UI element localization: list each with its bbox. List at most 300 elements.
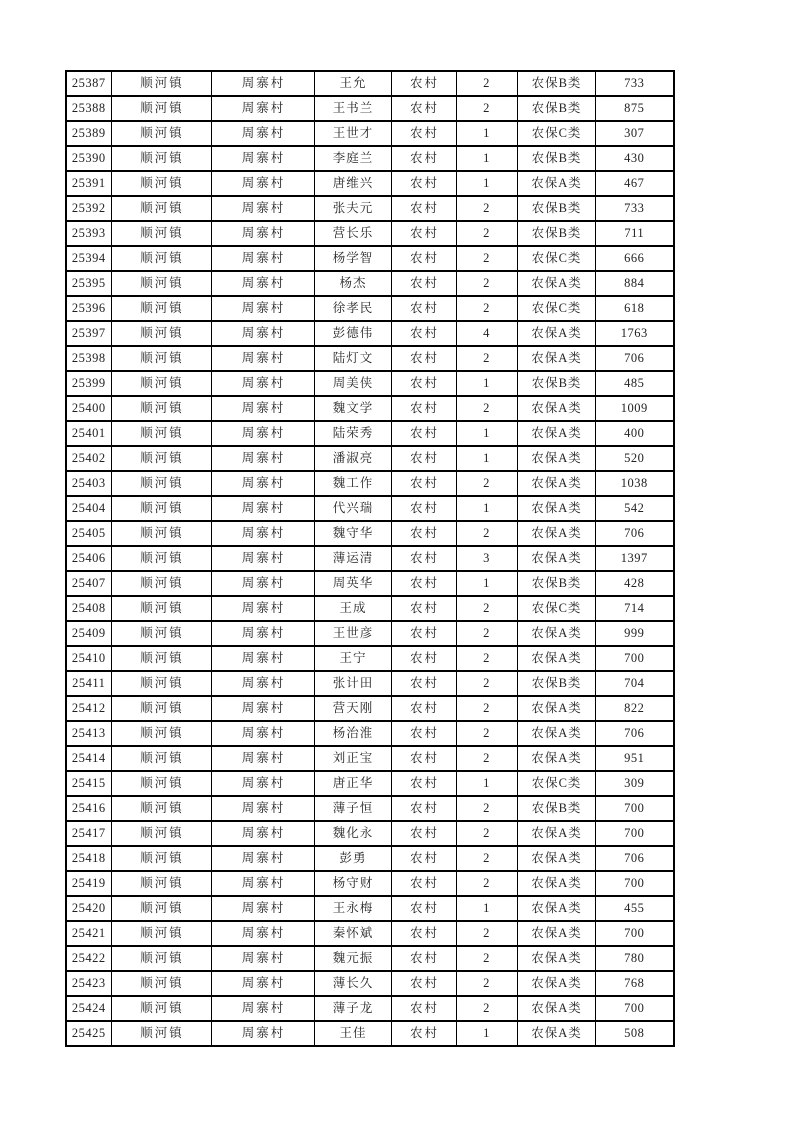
cell-insurance-type: 农保A类 bbox=[517, 971, 595, 996]
table-row bbox=[66, 496, 674, 521]
cell-insurance-type: 农保A类 bbox=[517, 346, 595, 371]
cell-village: 周寨村 bbox=[211, 621, 314, 646]
cell-town: 顺河镇 bbox=[111, 271, 211, 296]
cell-village: 周寨村 bbox=[211, 671, 314, 696]
cell-insurance-type: 农保A类 bbox=[517, 721, 595, 746]
cell-person-name: 王书兰 bbox=[314, 96, 391, 121]
cell-person-count: 1 bbox=[456, 146, 517, 171]
cell-village: 周寨村 bbox=[211, 571, 314, 596]
cell-category: 农村 bbox=[391, 296, 456, 321]
table-row bbox=[66, 946, 674, 971]
cell-insurance-type: 农保A类 bbox=[517, 446, 595, 471]
cell-insurance-type: 农保A类 bbox=[517, 1021, 595, 1046]
cell-town: 顺河镇 bbox=[111, 721, 211, 746]
table-row bbox=[66, 546, 674, 571]
cell-record-id: 25409 bbox=[66, 621, 111, 646]
cell-person-name: 唐维兴 bbox=[314, 171, 391, 196]
table-row bbox=[66, 1021, 674, 1046]
cell-town: 顺河镇 bbox=[111, 1021, 211, 1046]
cell-town: 顺河镇 bbox=[111, 846, 211, 871]
cell-record-id: 25391 bbox=[66, 171, 111, 196]
cell-category: 农村 bbox=[391, 146, 456, 171]
cell-person-name: 薄运清 bbox=[314, 546, 391, 571]
cell-category: 农村 bbox=[391, 171, 456, 196]
cell-person-count: 2 bbox=[456, 996, 517, 1021]
cell-village: 周寨村 bbox=[211, 396, 314, 421]
cell-town: 顺河镇 bbox=[111, 196, 211, 221]
cell-person-count: 1 bbox=[456, 121, 517, 146]
cell-record-id: 25400 bbox=[66, 396, 111, 421]
cell-category: 农村 bbox=[391, 696, 456, 721]
cell-insurance-type: 农保A类 bbox=[517, 921, 595, 946]
cell-amount: 485 bbox=[595, 371, 674, 396]
cell-village: 周寨村 bbox=[211, 746, 314, 771]
table-row bbox=[66, 421, 674, 446]
cell-category: 农村 bbox=[391, 471, 456, 496]
table-row bbox=[66, 121, 674, 146]
cell-village: 周寨村 bbox=[211, 646, 314, 671]
cell-amount: 733 bbox=[595, 196, 674, 221]
table-row bbox=[66, 346, 674, 371]
cell-person-count: 2 bbox=[456, 271, 517, 296]
cell-amount: 714 bbox=[595, 596, 674, 621]
cell-village: 周寨村 bbox=[211, 1021, 314, 1046]
cell-town: 顺河镇 bbox=[111, 471, 211, 496]
cell-town: 顺河镇 bbox=[111, 921, 211, 946]
cell-insurance-type: 农保A类 bbox=[517, 396, 595, 421]
cell-insurance-type: 农保A类 bbox=[517, 821, 595, 846]
cell-record-id: 25395 bbox=[66, 271, 111, 296]
cell-person-count: 2 bbox=[456, 746, 517, 771]
cell-insurance-type: 农保B类 bbox=[517, 71, 595, 96]
cell-person-count: 1 bbox=[456, 421, 517, 446]
cell-amount: 822 bbox=[595, 696, 674, 721]
cell-record-id: 25403 bbox=[66, 471, 111, 496]
cell-person-name: 杨杰 bbox=[314, 271, 391, 296]
cell-amount: 706 bbox=[595, 846, 674, 871]
cell-person-name: 营长乐 bbox=[314, 221, 391, 246]
cell-person-name: 杨治淮 bbox=[314, 721, 391, 746]
cell-record-id: 25393 bbox=[66, 221, 111, 246]
cell-person-name: 薄子龙 bbox=[314, 996, 391, 1021]
table-row bbox=[66, 321, 674, 346]
cell-category: 农村 bbox=[391, 746, 456, 771]
cell-village: 周寨村 bbox=[211, 921, 314, 946]
cell-record-id: 25407 bbox=[66, 571, 111, 596]
cell-amount: 884 bbox=[595, 271, 674, 296]
cell-town: 顺河镇 bbox=[111, 746, 211, 771]
cell-category: 农村 bbox=[391, 246, 456, 271]
cell-amount: 307 bbox=[595, 121, 674, 146]
cell-person-count: 2 bbox=[456, 246, 517, 271]
table-row bbox=[66, 571, 674, 596]
cell-record-id: 25394 bbox=[66, 246, 111, 271]
cell-town: 顺河镇 bbox=[111, 771, 211, 796]
cell-person-name: 魏化永 bbox=[314, 821, 391, 846]
cell-category: 农村 bbox=[391, 271, 456, 296]
cell-village: 周寨村 bbox=[211, 96, 314, 121]
cell-village: 周寨村 bbox=[211, 896, 314, 921]
cell-record-id: 25397 bbox=[66, 321, 111, 346]
cell-town: 顺河镇 bbox=[111, 621, 211, 646]
cell-village: 周寨村 bbox=[211, 221, 314, 246]
cell-town: 顺河镇 bbox=[111, 171, 211, 196]
cell-village: 周寨村 bbox=[211, 796, 314, 821]
cell-town: 顺河镇 bbox=[111, 71, 211, 96]
cell-town: 顺河镇 bbox=[111, 421, 211, 446]
cell-person-name: 王世才 bbox=[314, 121, 391, 146]
cell-insurance-type: 农保A类 bbox=[517, 646, 595, 671]
cell-person-name: 徐孝民 bbox=[314, 296, 391, 321]
cell-person-name: 潘淑亮 bbox=[314, 446, 391, 471]
cell-record-id: 25405 bbox=[66, 521, 111, 546]
cell-person-name: 李庭兰 bbox=[314, 146, 391, 171]
cell-person-count: 2 bbox=[456, 396, 517, 421]
cell-category: 农村 bbox=[391, 896, 456, 921]
table-row bbox=[66, 246, 674, 271]
cell-person-count: 2 bbox=[456, 946, 517, 971]
cell-category: 农村 bbox=[391, 121, 456, 146]
cell-category: 农村 bbox=[391, 571, 456, 596]
cell-record-id: 25420 bbox=[66, 896, 111, 921]
cell-town: 顺河镇 bbox=[111, 396, 211, 421]
cell-category: 农村 bbox=[391, 71, 456, 96]
cell-amount: 700 bbox=[595, 871, 674, 896]
cell-amount: 704 bbox=[595, 671, 674, 696]
cell-person-count: 2 bbox=[456, 96, 517, 121]
cell-person-name: 陆灯文 bbox=[314, 346, 391, 371]
cell-amount: 430 bbox=[595, 146, 674, 171]
cell-category: 农村 bbox=[391, 646, 456, 671]
cell-insurance-type: 农保B类 bbox=[517, 571, 595, 596]
cell-amount: 508 bbox=[595, 1021, 674, 1046]
cell-town: 顺河镇 bbox=[111, 596, 211, 621]
cell-village: 周寨村 bbox=[211, 696, 314, 721]
cell-category: 农村 bbox=[391, 846, 456, 871]
cell-record-id: 25399 bbox=[66, 371, 111, 396]
cell-person-count: 2 bbox=[456, 671, 517, 696]
cell-town: 顺河镇 bbox=[111, 571, 211, 596]
cell-amount: 1009 bbox=[595, 396, 674, 421]
cell-amount: 700 bbox=[595, 796, 674, 821]
cell-person-count: 4 bbox=[456, 321, 517, 346]
table-row bbox=[66, 846, 674, 871]
cell-village: 周寨村 bbox=[211, 946, 314, 971]
cell-record-id: 25389 bbox=[66, 121, 111, 146]
cell-person-count: 1 bbox=[456, 171, 517, 196]
cell-record-id: 25416 bbox=[66, 796, 111, 821]
table-row bbox=[66, 796, 674, 821]
cell-person-name: 张夫元 bbox=[314, 196, 391, 221]
cell-town: 顺河镇 bbox=[111, 546, 211, 571]
table-row bbox=[66, 696, 674, 721]
cell-amount: 618 bbox=[595, 296, 674, 321]
cell-category: 农村 bbox=[391, 446, 456, 471]
cell-person-count: 1 bbox=[456, 771, 517, 796]
cell-person-count: 1 bbox=[456, 496, 517, 521]
cell-person-name: 周美侠 bbox=[314, 371, 391, 396]
cell-category: 农村 bbox=[391, 96, 456, 121]
cell-village: 周寨村 bbox=[211, 996, 314, 1021]
cell-person-count: 2 bbox=[456, 296, 517, 321]
cell-town: 顺河镇 bbox=[111, 671, 211, 696]
cell-record-id: 25398 bbox=[66, 346, 111, 371]
cell-category: 农村 bbox=[391, 921, 456, 946]
cell-town: 顺河镇 bbox=[111, 646, 211, 671]
table-row bbox=[66, 771, 674, 796]
cell-category: 农村 bbox=[391, 371, 456, 396]
cell-category: 农村 bbox=[391, 871, 456, 896]
cell-insurance-type: 农保A类 bbox=[517, 896, 595, 921]
table-row bbox=[66, 296, 674, 321]
cell-village: 周寨村 bbox=[211, 546, 314, 571]
cell-village: 周寨村 bbox=[211, 721, 314, 746]
cell-record-id: 25411 bbox=[66, 671, 111, 696]
cell-town: 顺河镇 bbox=[111, 996, 211, 1021]
cell-insurance-type: 农保A类 bbox=[517, 946, 595, 971]
cell-person-name: 唐正华 bbox=[314, 771, 391, 796]
cell-town: 顺河镇 bbox=[111, 821, 211, 846]
cell-amount: 700 bbox=[595, 921, 674, 946]
table-row bbox=[66, 621, 674, 646]
cell-person-name: 张计田 bbox=[314, 671, 391, 696]
cell-amount: 400 bbox=[595, 421, 674, 446]
table-row bbox=[66, 671, 674, 696]
cell-person-count: 3 bbox=[456, 546, 517, 571]
cell-amount: 428 bbox=[595, 571, 674, 596]
cell-amount: 951 bbox=[595, 746, 674, 771]
cell-insurance-type: 农保A类 bbox=[517, 271, 595, 296]
cell-person-count: 2 bbox=[456, 921, 517, 946]
table-row bbox=[66, 371, 674, 396]
cell-person-count: 2 bbox=[456, 871, 517, 896]
cell-village: 周寨村 bbox=[211, 596, 314, 621]
cell-insurance-type: 农保B类 bbox=[517, 371, 595, 396]
cell-person-count: 2 bbox=[456, 646, 517, 671]
cell-person-count: 2 bbox=[456, 796, 517, 821]
table-row bbox=[66, 821, 674, 846]
cell-category: 农村 bbox=[391, 996, 456, 1021]
cell-town: 顺河镇 bbox=[111, 521, 211, 546]
cell-record-id: 25404 bbox=[66, 496, 111, 521]
cell-amount: 706 bbox=[595, 721, 674, 746]
cell-category: 农村 bbox=[391, 796, 456, 821]
cell-person-name: 魏文学 bbox=[314, 396, 391, 421]
table-row bbox=[66, 446, 674, 471]
cell-person-name: 刘正宝 bbox=[314, 746, 391, 771]
cell-record-id: 25419 bbox=[66, 871, 111, 896]
cell-insurance-type: 农保A类 bbox=[517, 746, 595, 771]
cell-person-name: 彭勇 bbox=[314, 846, 391, 871]
cell-person-name: 薄长久 bbox=[314, 971, 391, 996]
table-row bbox=[66, 646, 674, 671]
cell-village: 周寨村 bbox=[211, 871, 314, 896]
cell-town: 顺河镇 bbox=[111, 321, 211, 346]
table-row bbox=[66, 896, 674, 921]
cell-person-name: 王宁 bbox=[314, 646, 391, 671]
cell-record-id: 25424 bbox=[66, 996, 111, 1021]
cell-village: 周寨村 bbox=[211, 71, 314, 96]
cell-person-count: 2 bbox=[456, 596, 517, 621]
cell-person-name: 代兴瑞 bbox=[314, 496, 391, 521]
cell-insurance-type: 农保A类 bbox=[517, 421, 595, 446]
cell-category: 农村 bbox=[391, 221, 456, 246]
cell-person-count: 1 bbox=[456, 1021, 517, 1046]
cell-insurance-type: 农保A类 bbox=[517, 696, 595, 721]
cell-village: 周寨村 bbox=[211, 521, 314, 546]
cell-amount: 467 bbox=[595, 171, 674, 196]
cell-village: 周寨村 bbox=[211, 496, 314, 521]
table-row bbox=[66, 921, 674, 946]
cell-amount: 1397 bbox=[595, 546, 674, 571]
table-row bbox=[66, 196, 674, 221]
cell-person-count: 1 bbox=[456, 446, 517, 471]
cell-amount: 542 bbox=[595, 496, 674, 521]
table-row bbox=[66, 96, 674, 121]
cell-town: 顺河镇 bbox=[111, 496, 211, 521]
cell-village: 周寨村 bbox=[211, 296, 314, 321]
cell-person-count: 2 bbox=[456, 621, 517, 646]
cell-insurance-type: 农保B类 bbox=[517, 221, 595, 246]
cell-insurance-type: 农保A类 bbox=[517, 471, 595, 496]
cell-record-id: 25413 bbox=[66, 721, 111, 746]
cell-town: 顺河镇 bbox=[111, 246, 211, 271]
cell-amount: 700 bbox=[595, 996, 674, 1021]
cell-category: 农村 bbox=[391, 196, 456, 221]
cell-person-name: 王世彦 bbox=[314, 621, 391, 646]
cell-town: 顺河镇 bbox=[111, 221, 211, 246]
cell-person-count: 2 bbox=[456, 971, 517, 996]
table-row bbox=[66, 746, 674, 771]
cell-person-name: 周英华 bbox=[314, 571, 391, 596]
cell-town: 顺河镇 bbox=[111, 346, 211, 371]
cell-town: 顺河镇 bbox=[111, 446, 211, 471]
cell-insurance-type: 农保A类 bbox=[517, 171, 595, 196]
cell-person-count: 2 bbox=[456, 71, 517, 96]
cell-record-id: 25417 bbox=[66, 821, 111, 846]
cell-record-id: 25396 bbox=[66, 296, 111, 321]
cell-record-id: 25422 bbox=[66, 946, 111, 971]
cell-insurance-type: 农保A类 bbox=[517, 521, 595, 546]
cell-record-id: 25390 bbox=[66, 146, 111, 171]
cell-record-id: 25418 bbox=[66, 846, 111, 871]
table-body bbox=[66, 71, 674, 1046]
cell-town: 顺河镇 bbox=[111, 296, 211, 321]
table-row bbox=[66, 71, 674, 96]
cell-record-id: 25415 bbox=[66, 771, 111, 796]
cell-category: 农村 bbox=[391, 496, 456, 521]
cell-record-id: 25388 bbox=[66, 96, 111, 121]
cell-person-name: 营天刚 bbox=[314, 696, 391, 721]
cell-insurance-type: 农保C类 bbox=[517, 246, 595, 271]
cell-person-name: 王成 bbox=[314, 596, 391, 621]
cell-record-id: 25423 bbox=[66, 971, 111, 996]
cell-category: 农村 bbox=[391, 396, 456, 421]
cell-insurance-type: 农保B类 bbox=[517, 671, 595, 696]
cell-insurance-type: 农保B类 bbox=[517, 796, 595, 821]
table-row bbox=[66, 471, 674, 496]
cell-town: 顺河镇 bbox=[111, 871, 211, 896]
cell-village: 周寨村 bbox=[211, 771, 314, 796]
cell-record-id: 25410 bbox=[66, 646, 111, 671]
cell-village: 周寨村 bbox=[211, 846, 314, 871]
table-row bbox=[66, 271, 674, 296]
cell-category: 农村 bbox=[391, 971, 456, 996]
cell-person-name: 彭德伟 bbox=[314, 321, 391, 346]
table-row bbox=[66, 146, 674, 171]
beneficiary-table bbox=[65, 70, 675, 1047]
cell-person-count: 2 bbox=[456, 821, 517, 846]
cell-record-id: 25414 bbox=[66, 746, 111, 771]
cell-person-count: 2 bbox=[456, 521, 517, 546]
cell-category: 农村 bbox=[391, 546, 456, 571]
table-row bbox=[66, 221, 674, 246]
cell-record-id: 25401 bbox=[66, 421, 111, 446]
cell-record-id: 25408 bbox=[66, 596, 111, 621]
cell-insurance-type: 农保A类 bbox=[517, 846, 595, 871]
cell-village: 周寨村 bbox=[211, 246, 314, 271]
cell-town: 顺河镇 bbox=[111, 371, 211, 396]
table-row bbox=[66, 596, 674, 621]
cell-record-id: 25412 bbox=[66, 696, 111, 721]
table-row bbox=[66, 996, 674, 1021]
cell-village: 周寨村 bbox=[211, 346, 314, 371]
cell-amount: 711 bbox=[595, 221, 674, 246]
cell-category: 农村 bbox=[391, 421, 456, 446]
cell-insurance-type: 农保A类 bbox=[517, 996, 595, 1021]
cell-insurance-type: 农保A类 bbox=[517, 496, 595, 521]
cell-village: 周寨村 bbox=[211, 321, 314, 346]
cell-person-name: 魏元振 bbox=[314, 946, 391, 971]
cell-category: 农村 bbox=[391, 821, 456, 846]
cell-town: 顺河镇 bbox=[111, 946, 211, 971]
cell-town: 顺河镇 bbox=[111, 121, 211, 146]
cell-town: 顺河镇 bbox=[111, 96, 211, 121]
cell-amount: 999 bbox=[595, 621, 674, 646]
cell-village: 周寨村 bbox=[211, 371, 314, 396]
cell-record-id: 25402 bbox=[66, 446, 111, 471]
cell-record-id: 25406 bbox=[66, 546, 111, 571]
cell-person-count: 1 bbox=[456, 571, 517, 596]
cell-village: 周寨村 bbox=[211, 146, 314, 171]
cell-amount: 1038 bbox=[595, 471, 674, 496]
cell-insurance-type: 农保B类 bbox=[517, 196, 595, 221]
cell-town: 顺河镇 bbox=[111, 971, 211, 996]
cell-amount: 1763 bbox=[595, 321, 674, 346]
cell-amount: 706 bbox=[595, 521, 674, 546]
table-row bbox=[66, 521, 674, 546]
cell-village: 周寨村 bbox=[211, 421, 314, 446]
table-row bbox=[66, 171, 674, 196]
cell-insurance-type: 农保A类 bbox=[517, 321, 595, 346]
cell-village: 周寨村 bbox=[211, 271, 314, 296]
cell-category: 农村 bbox=[391, 521, 456, 546]
cell-category: 农村 bbox=[391, 771, 456, 796]
cell-person-name: 魏工作 bbox=[314, 471, 391, 496]
cell-amount: 768 bbox=[595, 971, 674, 996]
cell-town: 顺河镇 bbox=[111, 796, 211, 821]
cell-insurance-type: 农保A类 bbox=[517, 621, 595, 646]
cell-record-id: 25387 bbox=[66, 71, 111, 96]
cell-amount: 455 bbox=[595, 896, 674, 921]
cell-person-name: 秦怀斌 bbox=[314, 921, 391, 946]
cell-insurance-type: 农保C类 bbox=[517, 121, 595, 146]
cell-person-count: 2 bbox=[456, 221, 517, 246]
cell-person-name: 王允 bbox=[314, 71, 391, 96]
cell-record-id: 25392 bbox=[66, 196, 111, 221]
cell-person-count: 2 bbox=[456, 471, 517, 496]
cell-person-name: 王佳 bbox=[314, 1021, 391, 1046]
